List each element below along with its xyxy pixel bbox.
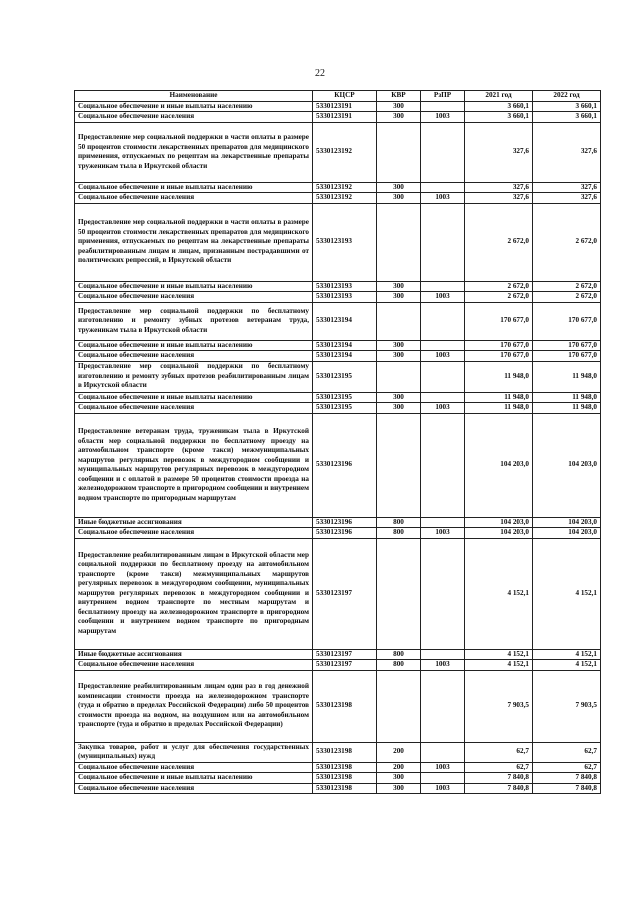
row-kcsr-cell: 5330123198 <box>313 773 377 784</box>
row-2022-cell: 62,7 <box>533 762 601 773</box>
row-2021-cell: 4 152,1 <box>465 660 533 671</box>
row-name-cell: Предоставление реабилитированным лицам в Иркутской области мер социальной поддержки по бесплатному проезду на автомобильном транспорте (кроме такси) межмуниципальных маршрутов регулярных перевозок в междугородном сообщении, муниципальных маршрутов регулярных перевозок в междугородном сообщении и внутреннем водном транспорте по местным маршрутам и бесплатному проезду на железнодорожном транспорте в пригородном сообщении и внутреннем водном транспорте по пригородным маршрутам <box>75 538 313 649</box>
row-kcsr-cell: 5330123198 <box>313 783 377 794</box>
row-2021-cell: 2 672,0 <box>465 281 533 292</box>
row-rzpr-cell: 1003 <box>421 292 465 303</box>
row-kvr-cell: 300 <box>377 773 421 784</box>
row-2022-cell: 170 677,0 <box>533 302 601 340</box>
row-2021-cell: 4 152,1 <box>465 649 533 660</box>
row-kvr-cell: 300 <box>377 193 421 204</box>
table-row <box>75 528 601 539</box>
row-kcsr-cell: 5330123192 <box>313 193 377 204</box>
row-rzpr-cell: 1003 <box>421 112 465 123</box>
header-rzpr: РзПР <box>421 91 465 102</box>
row-2021-cell: 4 152,1 <box>465 538 533 649</box>
row-name-cell: Социальное обеспечение и иные выплаты населению <box>75 340 313 351</box>
row-kvr-cell: 800 <box>377 649 421 660</box>
row-kcsr-cell: 5330123193 <box>313 281 377 292</box>
row-2022-cell: 11 948,0 <box>533 403 601 414</box>
row-2022-cell: 170 677,0 <box>533 351 601 362</box>
row-2021-cell: 170 677,0 <box>465 302 533 340</box>
row-rzpr-cell <box>421 302 465 340</box>
row-name-cell: Социальное обеспечение и иные выплаты населению <box>75 182 313 193</box>
row-rzpr-cell <box>421 182 465 193</box>
row-2022-cell: 327,6 <box>533 182 601 193</box>
row-2022-cell: 11 948,0 <box>533 392 601 403</box>
row-2021-cell: 11 948,0 <box>465 403 533 414</box>
row-2021-cell: 170 677,0 <box>465 340 533 351</box>
header-name: Наименование <box>75 91 313 102</box>
row-2022-cell: 3 660,1 <box>533 101 601 112</box>
row-rzpr-cell <box>421 101 465 112</box>
row-kcsr-cell: 5330123198 <box>313 742 377 762</box>
row-rzpr-cell: 1003 <box>421 351 465 362</box>
row-rzpr-cell <box>421 517 465 528</box>
row-kvr-cell <box>377 538 421 649</box>
row-2021-cell: 104 203,0 <box>465 517 533 528</box>
row-name-cell: Социальное обеспечение населения <box>75 528 313 539</box>
row-kvr-cell: 200 <box>377 762 421 773</box>
table-row <box>75 517 601 528</box>
row-2022-cell: 7 903,5 <box>533 670 601 742</box>
header-2021: 2021 год <box>465 91 533 102</box>
row-name-cell: Социальное обеспечение и иные выплаты населению <box>75 281 313 292</box>
table-row <box>75 351 601 362</box>
row-2022-cell: 327,6 <box>533 193 601 204</box>
row-2022-cell: 4 152,1 <box>533 649 601 660</box>
row-2021-cell: 104 203,0 <box>465 528 533 539</box>
row-name-cell: Предоставление мер социальной поддержки по бесплатному изготовлению и ремонту зубных протезов реабилитированным лицам в Иркутской области <box>75 361 313 392</box>
row-name-cell: Социальное обеспечение и иные выплаты населению <box>75 101 313 112</box>
row-kvr-cell: 300 <box>377 783 421 794</box>
table-row <box>75 302 601 340</box>
row-2022-cell: 104 203,0 <box>533 517 601 528</box>
row-kvr-cell: 800 <box>377 660 421 671</box>
row-2022-cell: 7 840,8 <box>533 773 601 784</box>
header-kcsr: КЦСР <box>313 91 377 102</box>
row-name-cell: Социальное обеспечение и иные выплаты населению <box>75 392 313 403</box>
row-rzpr-cell: 1003 <box>421 403 465 414</box>
row-name-cell: Социальное обеспечение населения <box>75 351 313 362</box>
row-kvr-cell: 800 <box>377 528 421 539</box>
row-2022-cell: 7 840,8 <box>533 783 601 794</box>
row-kvr-cell: 300 <box>377 112 421 123</box>
row-name-cell: Социальное обеспечение населения <box>75 783 313 794</box>
row-kcsr-cell: 5330123196 <box>313 413 377 517</box>
row-kcsr-cell: 5330123191 <box>313 112 377 123</box>
row-2021-cell: 2 672,0 <box>465 292 533 303</box>
row-rzpr-cell <box>421 649 465 660</box>
row-2022-cell: 4 152,1 <box>533 538 601 649</box>
row-kcsr-cell: 5330123195 <box>313 403 377 414</box>
row-name-cell: Социальное обеспечение населения <box>75 193 313 204</box>
row-2021-cell: 11 948,0 <box>465 361 533 392</box>
row-kvr-cell: 300 <box>377 182 421 193</box>
table-row <box>75 392 601 403</box>
row-kvr-cell: 200 <box>377 742 421 762</box>
row-2021-cell: 327,6 <box>465 193 533 204</box>
row-kcsr-cell: 5330123195 <box>313 392 377 403</box>
row-rzpr-cell: 1003 <box>421 193 465 204</box>
row-2022-cell: 170 677,0 <box>533 340 601 351</box>
row-kcsr-cell: 5330123194 <box>313 302 377 340</box>
table-row <box>75 361 601 392</box>
row-2022-cell: 2 672,0 <box>533 203 601 281</box>
row-kvr-cell <box>377 413 421 517</box>
row-kvr-cell: 300 <box>377 292 421 303</box>
table-row <box>75 742 601 762</box>
header-2022: 2022 год <box>533 91 601 102</box>
row-rzpr-cell <box>421 281 465 292</box>
row-2022-cell: 3 660,1 <box>533 112 601 123</box>
row-kcsr-cell: 5330123196 <box>313 517 377 528</box>
row-kvr-cell: 300 <box>377 392 421 403</box>
row-name-cell: Предоставление мер социальной поддержки по бесплатному изготовлению и ремонту зубных протезов ветеранам труда, труженикам тыла в Иркутской области <box>75 302 313 340</box>
row-kvr-cell: 300 <box>377 281 421 292</box>
table-row <box>75 193 601 204</box>
row-2021-cell: 327,6 <box>465 122 533 182</box>
row-2022-cell: 104 203,0 <box>533 413 601 517</box>
row-2021-cell: 3 660,1 <box>465 101 533 112</box>
row-rzpr-cell <box>421 413 465 517</box>
row-2021-cell: 104 203,0 <box>465 413 533 517</box>
row-rzpr-cell <box>421 122 465 182</box>
row-name-cell: Социальное обеспечение и иные выплаты населению <box>75 773 313 784</box>
header-kvr: КВР <box>377 91 421 102</box>
row-kcsr-cell: 5330123192 <box>313 122 377 182</box>
row-2022-cell: 2 672,0 <box>533 292 601 303</box>
row-name-cell: Закупка товаров, работ и услуг для обеспечения государственных (муниципальных) нужд <box>75 742 313 762</box>
row-kcsr-cell: 5330123198 <box>313 670 377 742</box>
table-row <box>75 122 601 182</box>
row-kvr-cell <box>377 670 421 742</box>
row-kcsr-cell: 5330123197 <box>313 660 377 671</box>
row-kvr-cell: 300 <box>377 101 421 112</box>
row-2021-cell: 7 903,5 <box>465 670 533 742</box>
row-name-cell: Социальное обеспечение населения <box>75 112 313 123</box>
row-kcsr-cell: 5330123197 <box>313 538 377 649</box>
table-row <box>75 413 601 517</box>
row-2021-cell: 7 840,8 <box>465 783 533 794</box>
row-name-cell: Предоставление реабилитированным лицам один раз в год денежной компенсации стоимости проезда на железнодорожном транспорте (туда и обратно в пределах Российской Федерации) либо 50 процентов стоимости проезда на водном, на воздушном или на автомобильном транспорте (туда и обратно в пределах Российской Федерации) <box>75 670 313 742</box>
table-row <box>75 773 601 784</box>
row-rzpr-cell <box>421 361 465 392</box>
row-kcsr-cell: 5330123198 <box>313 762 377 773</box>
row-2021-cell: 62,7 <box>465 742 533 762</box>
table-row <box>75 762 601 773</box>
table-row <box>75 112 601 123</box>
row-kvr-cell <box>377 122 421 182</box>
row-kvr-cell: 800 <box>377 517 421 528</box>
row-rzpr-cell: 1003 <box>421 783 465 794</box>
table-row <box>75 182 601 193</box>
table-row <box>75 281 601 292</box>
row-rzpr-cell: 1003 <box>421 762 465 773</box>
table-header-row <box>75 91 601 102</box>
row-2021-cell: 2 672,0 <box>465 203 533 281</box>
row-kcsr-cell: 5330123194 <box>313 340 377 351</box>
table-row <box>75 340 601 351</box>
row-rzpr-cell <box>421 773 465 784</box>
row-2022-cell: 104 203,0 <box>533 528 601 539</box>
table-row <box>75 292 601 303</box>
row-kcsr-cell: 5330123191 <box>313 101 377 112</box>
table-row <box>75 783 601 794</box>
row-2022-cell: 11 948,0 <box>533 361 601 392</box>
table-row <box>75 660 601 671</box>
row-name-cell: Предоставление ветеранам труда, труженикам тыла в Иркутской области мер социальной поддержки по бесплатному проезду на автомобильном транспорте (кроме такси) межмуниципальных маршрутов регулярных перевозок в междугородном сообщении и муниципальных маршрутов регулярных перевозок в междугородном сообщении и с оплатой в размере 50 процентов стоимости проезда на железнодорожном транспорте в пригородном сообщении и внутреннем водном транспорте по пригородным маршрутам <box>75 413 313 517</box>
row-name-cell: Социальное обеспечение населения <box>75 403 313 414</box>
row-kcsr-cell: 5330123195 <box>313 361 377 392</box>
row-kcsr-cell: 5330123193 <box>313 203 377 281</box>
row-name-cell: Предоставление мер социальной поддержки в части оплаты в размере 50 процентов стоимости лекарственных препаратов для медицинского применения, отпускаемых по рецептам на лекарственные препараты труженикам тыла в Иркутской области <box>75 122 313 182</box>
row-2022-cell: 327,6 <box>533 122 601 182</box>
row-2021-cell: 62,7 <box>465 762 533 773</box>
row-2022-cell: 62,7 <box>533 742 601 762</box>
row-2021-cell: 11 948,0 <box>465 392 533 403</box>
row-kvr-cell: 300 <box>377 340 421 351</box>
row-2022-cell: 4 152,1 <box>533 660 601 671</box>
table-row <box>75 403 601 414</box>
row-rzpr-cell <box>421 203 465 281</box>
row-kcsr-cell: 5330123196 <box>313 528 377 539</box>
row-rzpr-cell: 1003 <box>421 528 465 539</box>
table-row <box>75 101 601 112</box>
row-rzpr-cell <box>421 538 465 649</box>
table-row <box>75 203 601 281</box>
row-kvr-cell <box>377 361 421 392</box>
row-rzpr-cell: 1003 <box>421 660 465 671</box>
row-kvr-cell <box>377 203 421 281</box>
row-name-cell: Предоставление мер социальной поддержки в части оплаты в размере 50 процентов стоимости лекарственных препаратов для медицинского применения, отпускаемых по рецептам на лекарственные препараты реабилитированным лицам и лицам, признанным пострадавшими от политических репрессий, в Иркутской области <box>75 203 313 281</box>
row-kcsr-cell: 5330123197 <box>313 649 377 660</box>
row-rzpr-cell <box>421 742 465 762</box>
table-row <box>75 649 601 660</box>
row-2021-cell: 7 840,8 <box>465 773 533 784</box>
page-number: 22 <box>315 68 325 79</box>
row-name-cell: Социальное обеспечение населения <box>75 660 313 671</box>
row-kvr-cell <box>377 302 421 340</box>
row-2022-cell: 2 672,0 <box>533 281 601 292</box>
row-rzpr-cell <box>421 340 465 351</box>
row-rzpr-cell <box>421 670 465 742</box>
row-rzpr-cell <box>421 392 465 403</box>
row-kcsr-cell: 5330123194 <box>313 351 377 362</box>
row-2021-cell: 170 677,0 <box>465 351 533 362</box>
table-row <box>75 670 601 742</box>
row-2021-cell: 3 660,1 <box>465 112 533 123</box>
table-row <box>75 538 601 649</box>
row-name-cell: Социальное обеспечение населения <box>75 762 313 773</box>
row-kvr-cell: 300 <box>377 403 421 414</box>
row-2021-cell: 327,6 <box>465 182 533 193</box>
row-kcsr-cell: 5330123192 <box>313 182 377 193</box>
row-name-cell: Иные бюджетные ассигнования <box>75 517 313 528</box>
row-name-cell: Социальное обеспечение населения <box>75 292 313 303</box>
row-name-cell: Иные бюджетные ассигнования <box>75 649 313 660</box>
budget-table <box>74 90 601 794</box>
row-kvr-cell: 300 <box>377 351 421 362</box>
row-kcsr-cell: 5330123193 <box>313 292 377 303</box>
